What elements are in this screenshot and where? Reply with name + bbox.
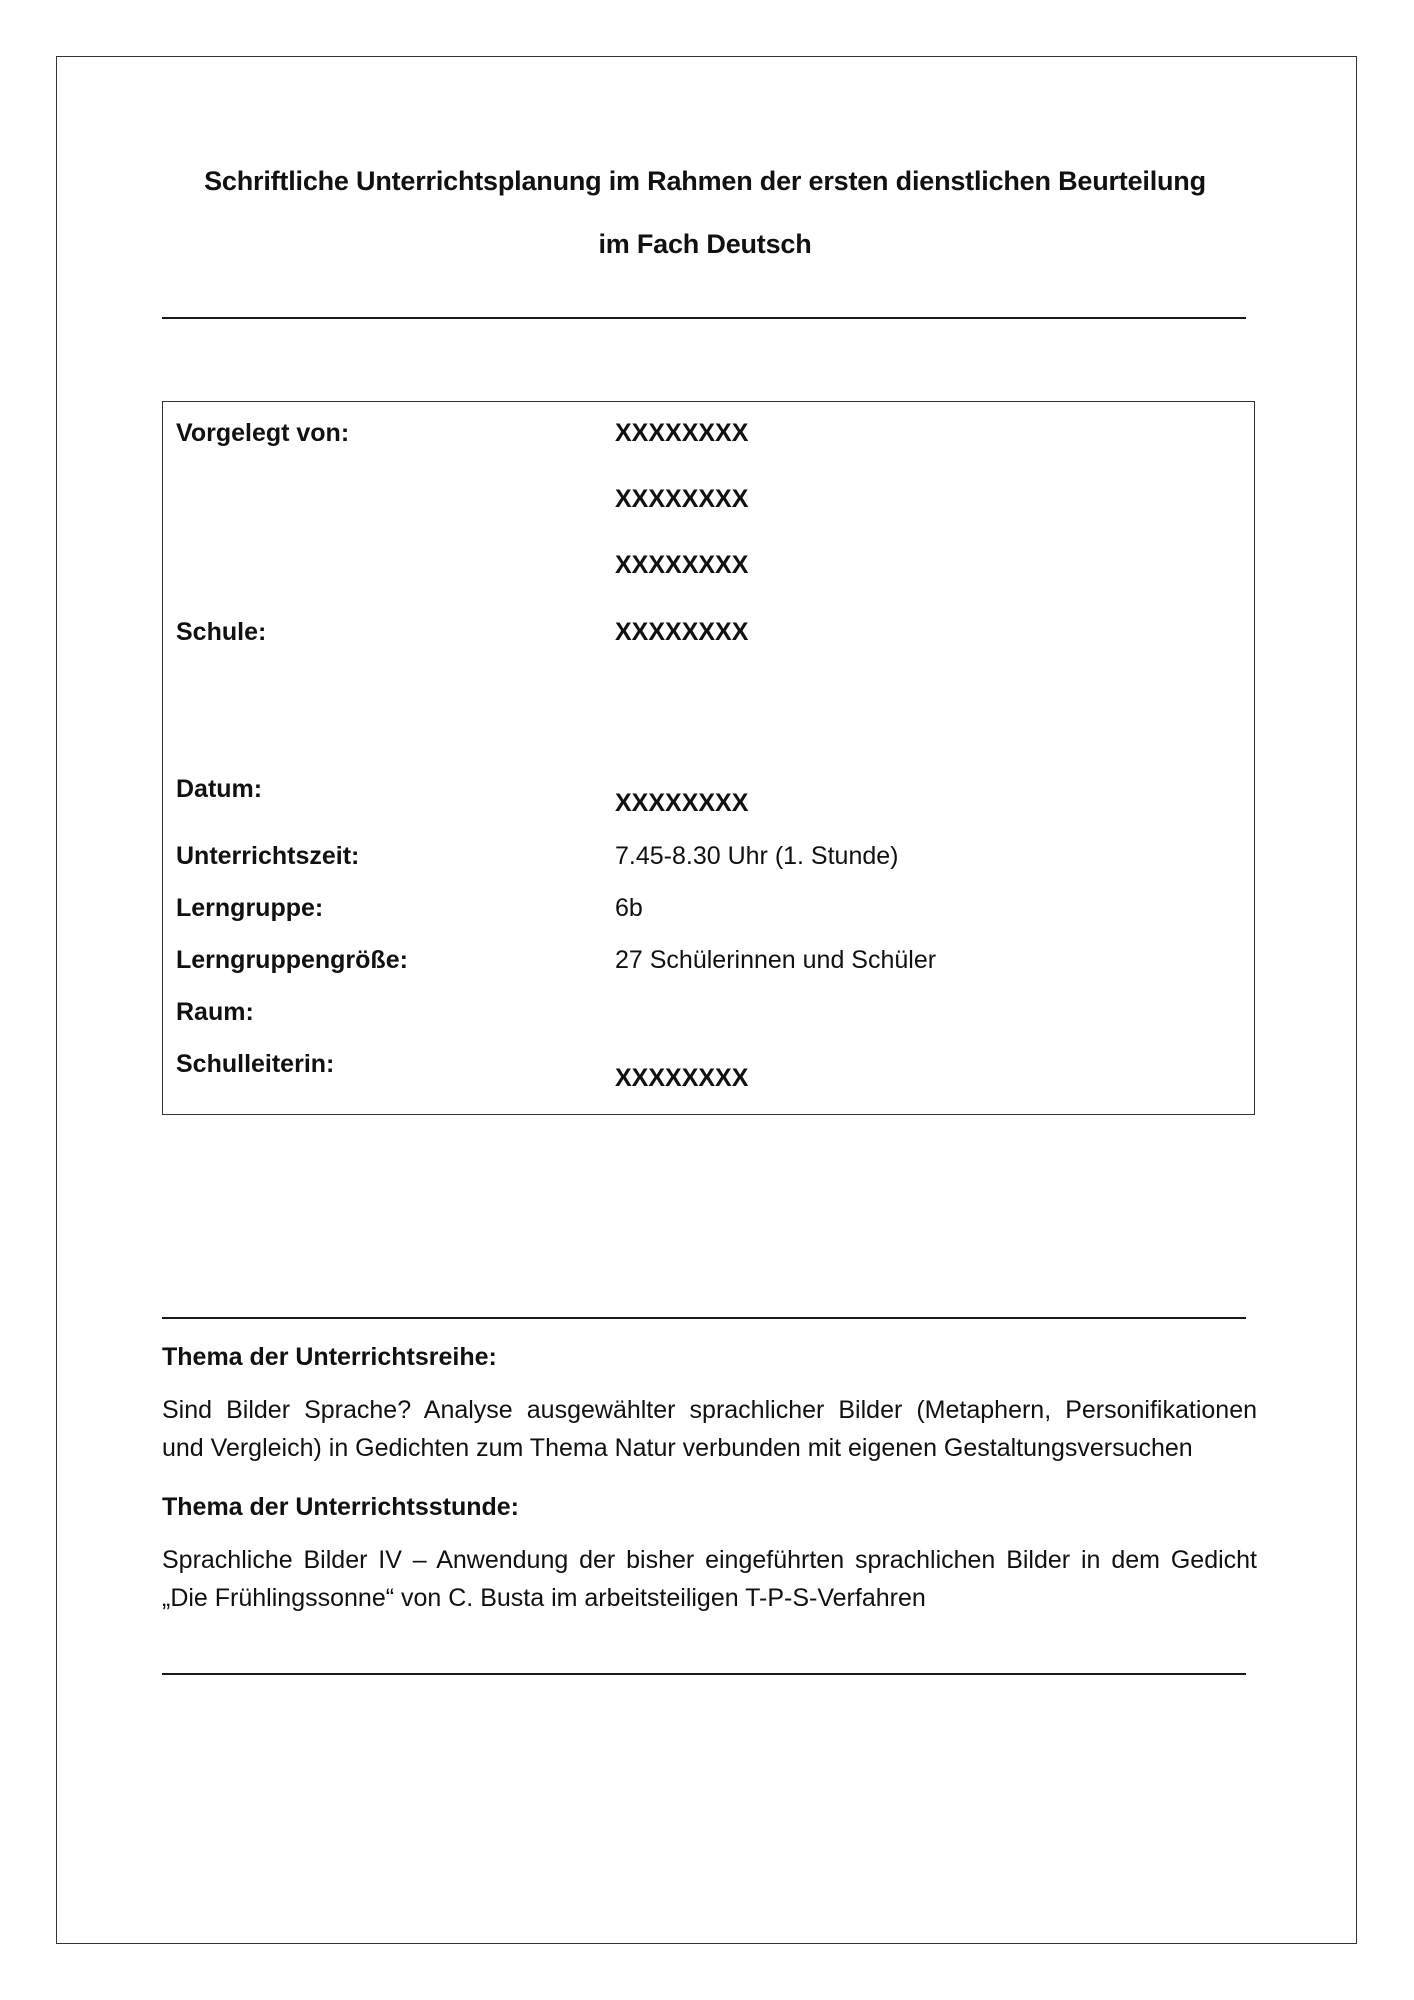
datum-label: Datum: bbox=[176, 775, 263, 803]
unterrichtszeit-label: Unterrichtszeit: bbox=[176, 842, 360, 870]
schule-value: XXXXXXXX bbox=[615, 618, 749, 646]
document-title: Schriftliche Unterrichtsplanung im Rahmen der ersten dienstlichen Beurteilung bbox=[204, 166, 1206, 196]
info-table bbox=[162, 401, 1255, 1115]
lerngruppe-value: 6b bbox=[615, 894, 643, 922]
unterrichtszeit-value: 7.45-8.30 Uhr (1. Stunde) bbox=[615, 842, 899, 870]
lerngruppengroesse-value: 27 Schülerinnen und Schüler bbox=[615, 946, 937, 974]
schulleiterin-label: Schulleiterin: bbox=[176, 1050, 335, 1078]
reihe-text-line-1: Sind Bilder Sprache? Analyse ausgewählter sprachlicher Bilder (Metaphern, Personifikationen bbox=[162, 1396, 1257, 1424]
lerngruppengroesse-label: Lerngruppengröße: bbox=[176, 946, 408, 974]
reihe-text-line-2: und Vergleich) in Gedichten zum Thema Natur verbunden mit eigenen Gestaltungsversuchen bbox=[162, 1434, 1193, 1462]
reihe-heading: Thema der Unterrichtsreihe: bbox=[162, 1343, 497, 1371]
vorgelegt-value-3: XXXXXXXX bbox=[615, 551, 749, 579]
stunde-text bbox=[162, 1541, 1257, 1617]
vorgelegt-value-1: XXXXXXXX bbox=[615, 419, 749, 447]
divider-middle bbox=[162, 1317, 1246, 1319]
datum-value: XXXXXXXX bbox=[615, 789, 749, 817]
vorgelegt-value-2: XXXXXXXX bbox=[615, 485, 749, 513]
lerngruppe-label: Lerngruppe: bbox=[176, 894, 324, 922]
stunde-heading: Thema der Unterrichtsstunde: bbox=[162, 1493, 520, 1521]
stunde-text-line-1: Sprachliche Bilder IV – Anwendung der bisher eingeführten sprachlichen Bilder in dem Gedicht bbox=[162, 1546, 1257, 1574]
raum-label: Raum: bbox=[176, 998, 254, 1026]
vorgelegt-label: Vorgelegt von: bbox=[176, 419, 350, 447]
schule-label: Schule: bbox=[176, 618, 267, 646]
divider-top bbox=[162, 317, 1246, 319]
stunde-text-line-2: „Die Frühlingssonne“ von C. Busta im arbeitsteiligen T-P-S-Verfahren bbox=[162, 1584, 926, 1612]
reihe-text bbox=[162, 1391, 1257, 1467]
schulleiterin-value: XXXXXXXX bbox=[615, 1064, 749, 1092]
document-subtitle: im Fach Deutsch bbox=[598, 229, 812, 259]
divider-bottom bbox=[162, 1673, 1246, 1675]
